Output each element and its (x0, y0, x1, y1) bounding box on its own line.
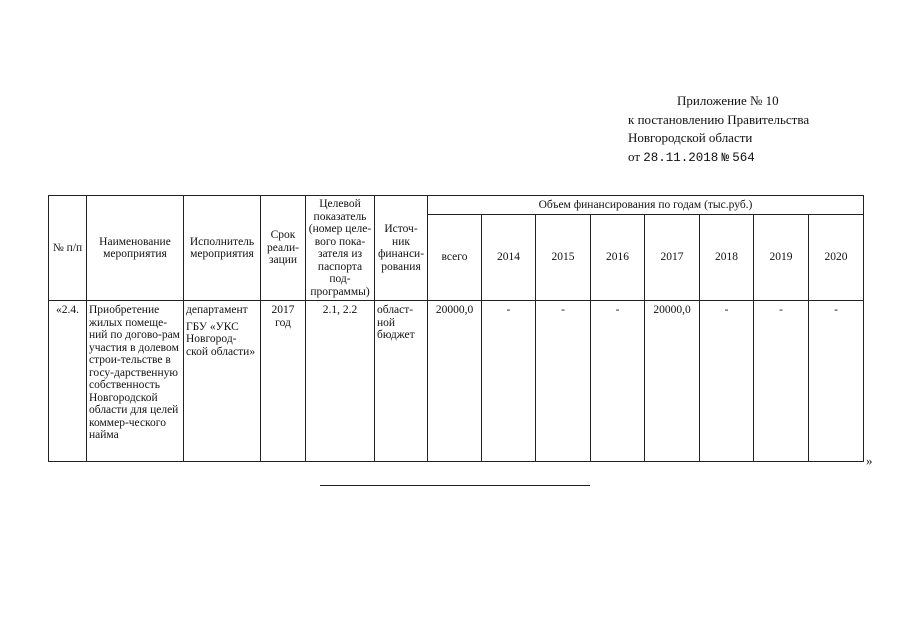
appendix-resolution-line: к постановлению Правительства (628, 111, 810, 127)
row-executor (184, 301, 261, 462)
row-name: Приобретение жилых помеще-ний по догово-рам участия в долевом строи-тельстве в госу-дарственную собственность Новгородской области для целей коммер-ческого найма (87, 301, 184, 462)
row-year-value: - (536, 301, 591, 462)
number-sign: № (721, 150, 730, 165)
col-header-year: 2014 (482, 215, 536, 301)
col-header-executor: Исполнитель мероприятия (184, 196, 261, 301)
appendix-region-line: Новгородской области (628, 130, 753, 145)
row-executor-line1: департамент (186, 304, 248, 316)
divider-line (320, 485, 590, 486)
col-header-source: Источ-ник финанси-рования (375, 196, 428, 301)
row-num: «2.4. (49, 301, 87, 462)
table-header-row-1 (49, 196, 864, 215)
col-header-year: 2015 (536, 215, 591, 301)
row-executor-line2: ГБУ «УКС Новгород-ской области» (186, 320, 256, 358)
col-header-year: 2016 (591, 215, 645, 301)
col-header-total: всего (428, 215, 482, 301)
col-header-name: Наименование мероприятия (87, 196, 184, 301)
col-header-year: 2019 (754, 215, 809, 301)
col-header-num: № п/п (49, 196, 87, 301)
col-header-year: 2018 (700, 215, 754, 301)
appendix-title: Приложение № 10 (677, 93, 779, 108)
funding-table (48, 195, 864, 462)
row-year-value: - (754, 301, 809, 462)
appendix-header (628, 92, 809, 167)
date-prefix: от (628, 148, 641, 164)
col-header-year: 2020 (809, 215, 864, 301)
row-year-value: - (700, 301, 754, 462)
col-header-year: 2017 (645, 215, 700, 301)
row-year-value: - (809, 301, 864, 462)
table-row (49, 301, 864, 462)
col-header-funding-group: Объем финансирования по годам (тыс.руб.) (428, 196, 864, 215)
row-total: 20000,0 (428, 301, 482, 462)
appendix-date-line (628, 148, 809, 168)
row-source: област-ной бюджет (375, 301, 428, 462)
row-year-value: - (482, 301, 536, 462)
col-header-target: Целевой показатель (номер целе-вого пока-зателя из паспорта под-программы) (306, 196, 375, 301)
closing-quote: » (866, 453, 873, 468)
row-year-value: 20000,0 (645, 301, 700, 462)
row-term: 2017 год (261, 301, 306, 462)
row-target: 2.1, 2.2 (306, 301, 375, 462)
resolution-number: 564 (732, 150, 755, 165)
row-year-value: - (591, 301, 645, 462)
col-header-term: Срок реали-зации (261, 196, 306, 301)
resolution-date: 28.11.2018 (643, 150, 719, 165)
